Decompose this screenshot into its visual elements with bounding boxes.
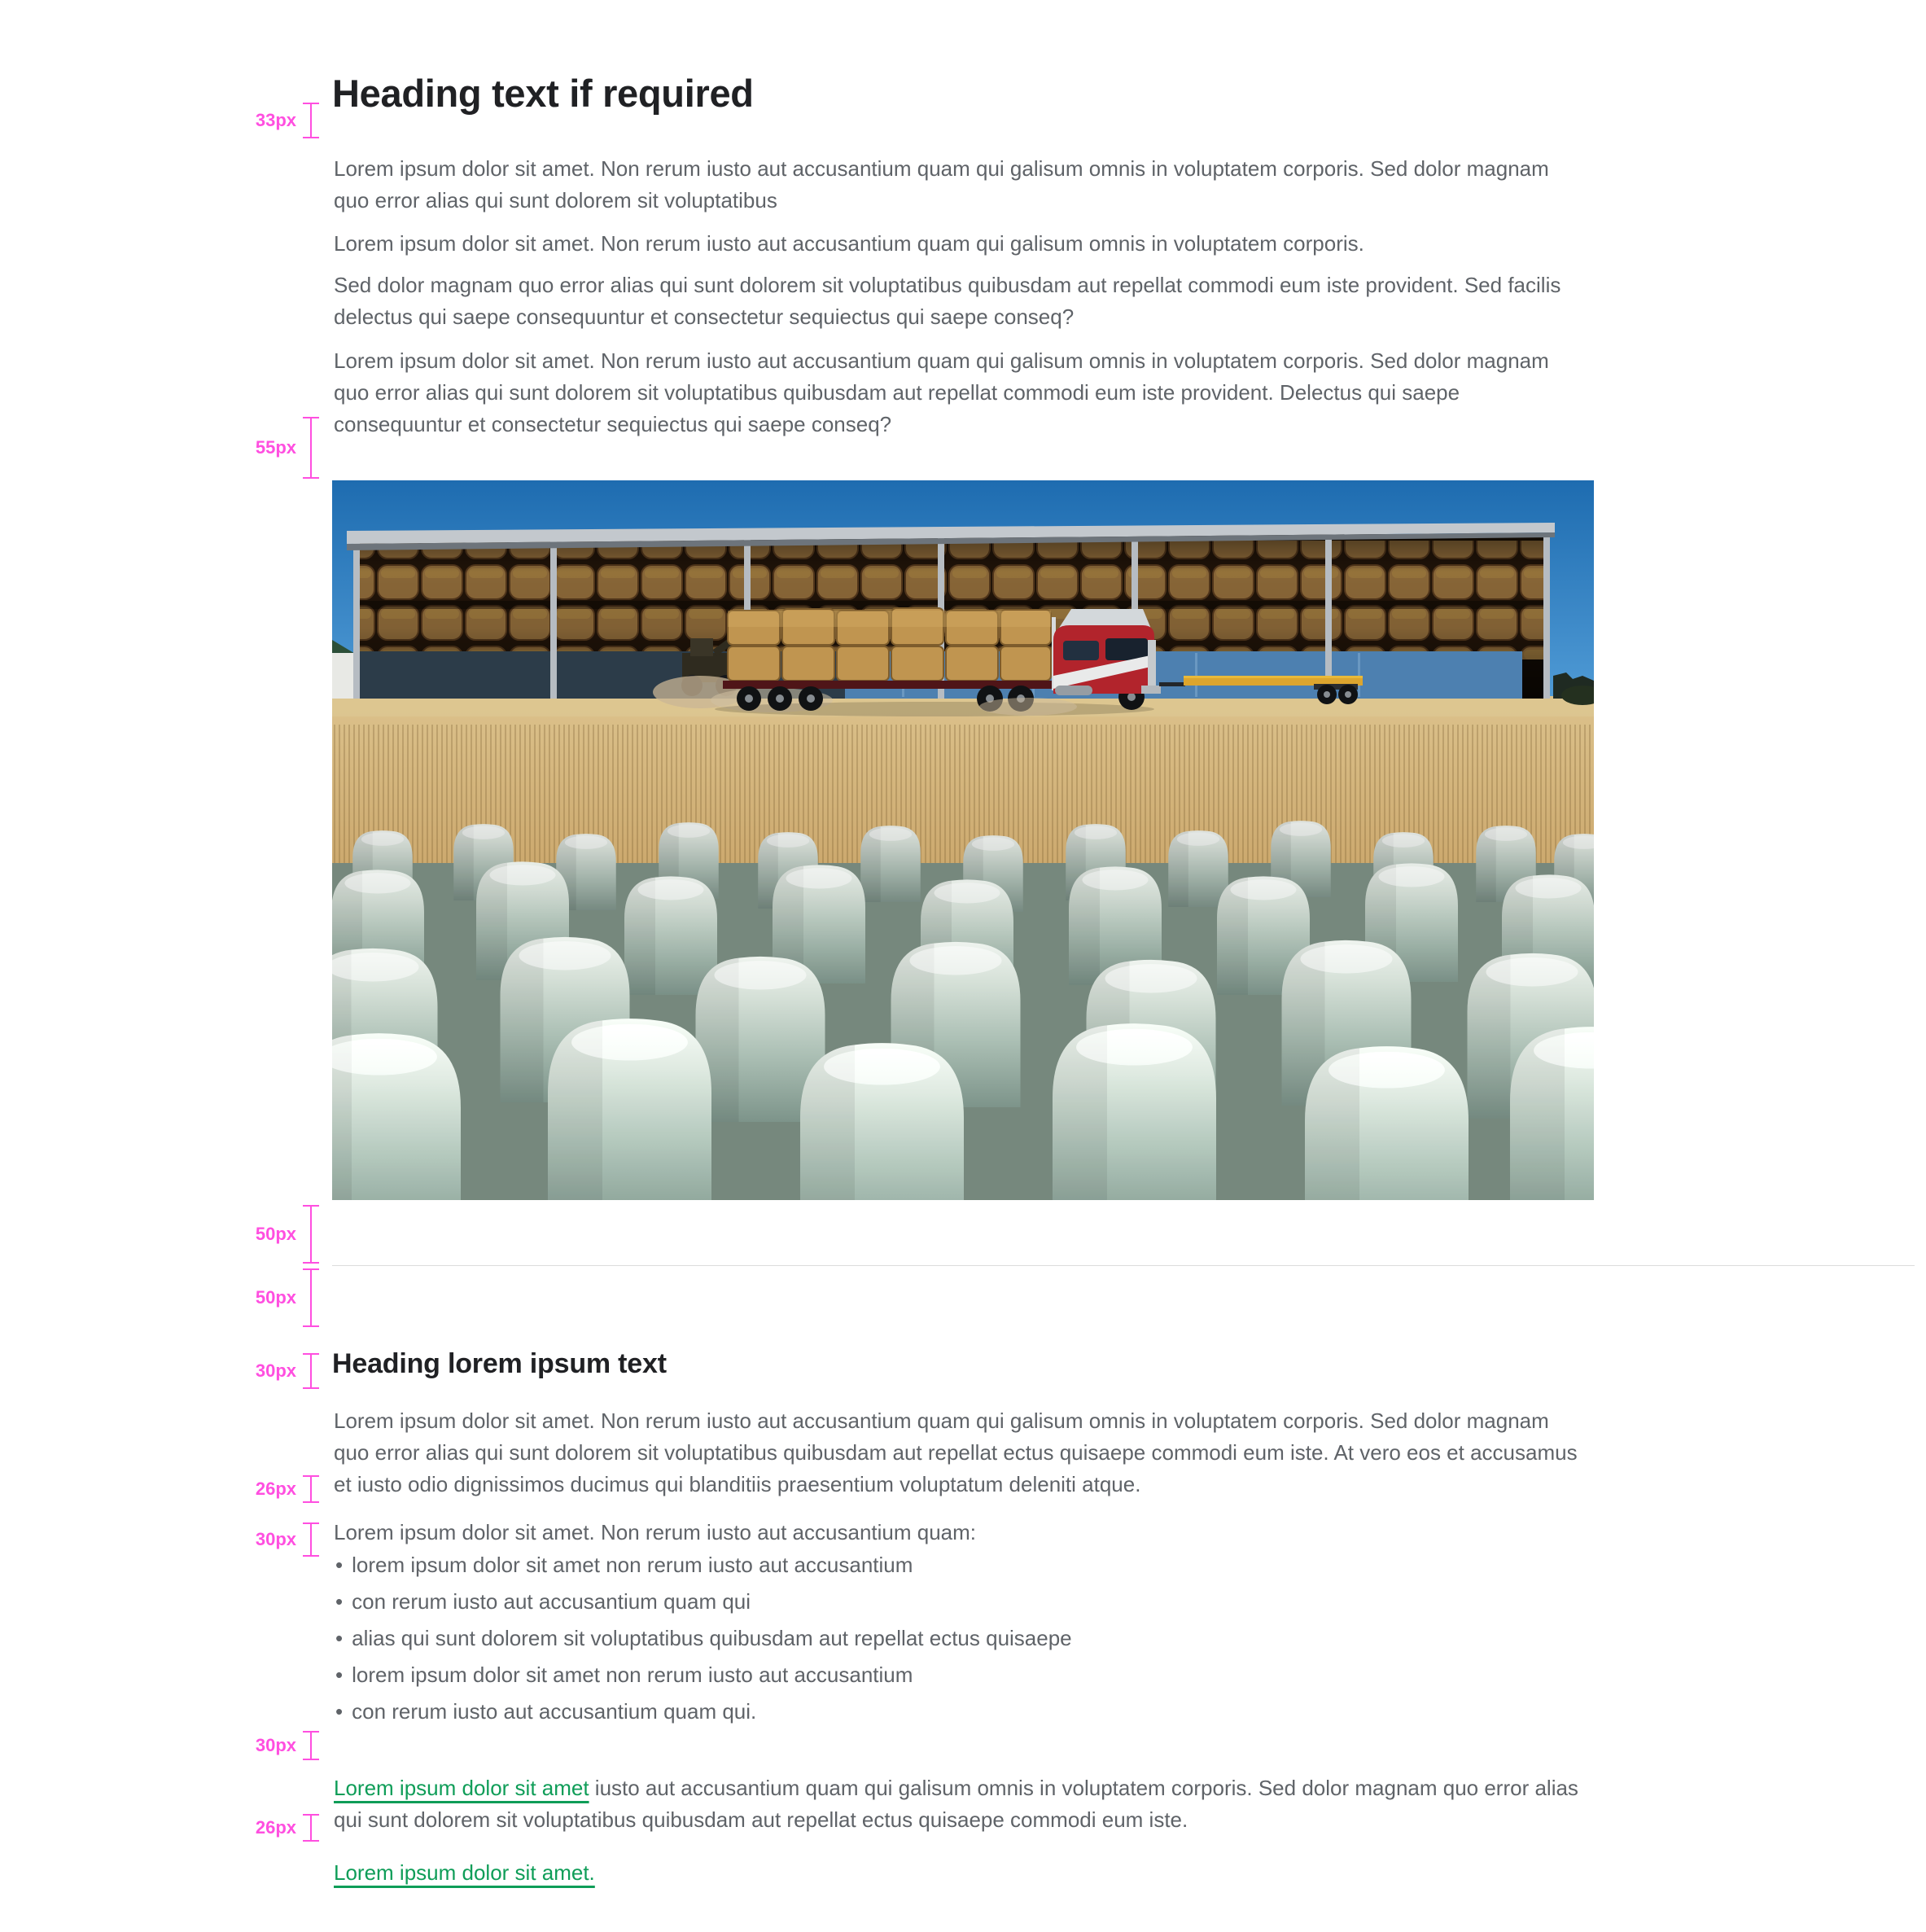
spacing-marker-50px-a	[255, 1205, 319, 1264]
link-paragraph-text: iusto aut accusantium quam qui galisum omnis in voluptatem corporis. Sed dolor magnam quo error alias qui sunt dolorem sit voluptatibus quibusdam aut repellat ectus quisaepe commodi eum iste.	[334, 1776, 1578, 1832]
spacing-marker-50px-b	[255, 1268, 319, 1327]
intro-paragraph-1: Lorem ipsum dolor sit amet. Non rerum iusto aut accusantium quam qui galisum omnis in voluptatem corporis. Sed dolor magnam quo error alias qui sunt dolorem sit voluptatibus	[334, 156, 1549, 212]
measurement-bracket	[303, 1475, 319, 1503]
spacing-marker-26px-b	[255, 1814, 319, 1842]
standalone-text-link[interactable]: Lorem ipsum dolor sit amet.	[334, 1860, 595, 1885]
spacing-marker-33px	[255, 103, 319, 138]
section-divider	[332, 1265, 1915, 1266]
list-item: • alias qui sunt dolorem sit voluptatibus quibusdam aut repellat ectus quisaepe	[335, 1620, 1581, 1657]
measurement-label: 26px	[255, 1479, 296, 1499]
intro-paragraph-4: Lorem ipsum dolor sit amet. Non rerum iusto aut accusantium quam qui galisum omnis in voluptatem corporis. Sed dolor magnam quo error alias qui sunt dolorem sit voluptatibus quibusdam aut repellat commodi eum iste provident. Delectus qui saepe consequuntur et consectetur sequiectus qui saepe conseq?	[334, 348, 1549, 436]
measurement-bracket	[303, 1814, 319, 1842]
spacing-marker-30px-b	[255, 1522, 319, 1557]
measurement-bracket	[303, 1205, 319, 1264]
measurement-label: 26px	[255, 1817, 296, 1838]
intro-paragraph-2: Lorem ipsum dolor sit amet. Non rerum iusto aut accusantium quam qui galisum omnis in voluptatem corporis.	[334, 231, 1364, 256]
body-paragraph-2: Lorem ipsum dolor sit amet. Non rerum iusto aut accusantium quam:	[334, 1520, 977, 1544]
section-heading: Heading lorem ipsum text	[332, 1348, 667, 1380]
measurement-label: 30px	[255, 1360, 296, 1381]
page-title: Heading text if required	[332, 72, 754, 116]
bullet-list	[335, 1547, 1581, 1730]
spacing-marker-26px-a	[255, 1475, 319, 1503]
measurement-bracket	[303, 103, 319, 138]
measurement-label: 55px	[255, 437, 296, 458]
link-paragraph	[334, 1772, 1586, 1836]
measurement-label: 30px	[255, 1529, 296, 1549]
inline-text-link[interactable]: Lorem ipsum dolor sit amet	[334, 1776, 589, 1800]
measurement-bracket	[303, 1731, 319, 1760]
measurement-label: 50px	[255, 1287, 296, 1308]
measurement-bracket	[303, 417, 319, 479]
measurement-label: 30px	[255, 1735, 296, 1755]
measurement-bracket	[303, 1353, 319, 1389]
hay-farm-photo	[332, 480, 1594, 1200]
list-item: • lorem ipsum dolor sit amet non rerum iusto aut accusantium	[335, 1657, 1581, 1693]
intro-paragraph-3: Sed dolor magnam quo error alias qui sunt dolorem sit voluptatibus quibusdam aut repellat commodi eum iste provident. Sed facilis delectus qui saepe consequuntur et consectetur sequiectus qui saepe conseq?	[334, 273, 1561, 329]
silage-bales	[332, 821, 1594, 1200]
spacing-marker-30px-c	[255, 1731, 319, 1760]
body-paragraph-1: Lorem ipsum dolor sit amet. Non rerum iusto aut accusantium quam qui galisum omnis in voluptatem corporis. Sed dolor magnam quo error alias qui sunt dolorem sit voluptatibus quibusdam aut repellat ectus quisaepe commodi eum iste. At vero eos et accusamus et iusto odio dignissimos ducimus qui blanditiis praesentium voluptatum deleniti atque.	[334, 1408, 1578, 1496]
spacing-marker-30px-a	[255, 1353, 319, 1389]
measurement-bracket	[303, 1268, 319, 1327]
measurement-bracket	[303, 1522, 319, 1557]
measurement-label: 33px	[255, 110, 296, 130]
footer-link-row	[334, 1857, 595, 1889]
spacing-marker-55px	[255, 417, 319, 479]
list-item: • con rerum iusto aut accusantium quam qui.	[335, 1693, 1581, 1730]
list-item: • con rerum iusto aut accusantium quam qui	[335, 1584, 1581, 1620]
list-item: • lorem ipsum dolor sit amet non rerum iusto aut accusantium	[335, 1547, 1581, 1584]
measurement-label: 50px	[255, 1224, 296, 1244]
